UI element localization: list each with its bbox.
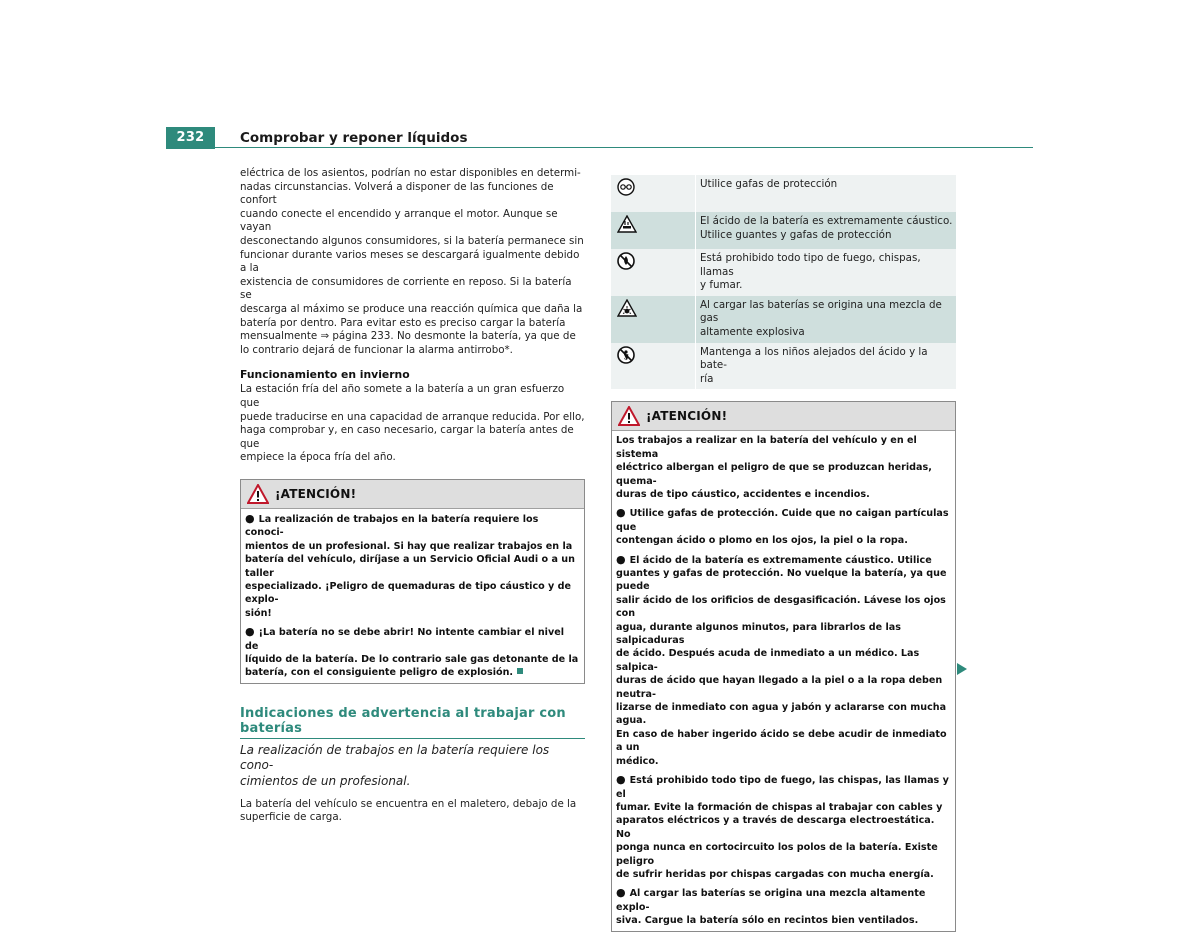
explosive-icon: [617, 299, 637, 317]
no-fire-icon: [617, 252, 635, 270]
symbol-text: Mantenga a los niños alejados del ácido y la bate- ría: [696, 343, 957, 390]
symbols-table: [611, 175, 956, 389]
warning-bullet: ● La realización de trabajos en la batería requiere los conoci- mientos de un profesional. Si hay que realizar trabajos en la batería del vehículo, diríjase a un Servicio Oficial Audi o a un taller especializado. ¡Peligro de quemaduras de tipo cáustico y de explo- sión!: [245, 511, 575, 619]
section-paragraph: La batería del vehículo se encuentra en el maletero, debajo de la superficie de carga.: [240, 797, 577, 824]
warning-title: ¡ATENCIÓN!: [646, 409, 728, 424]
end-of-section-marker: [517, 668, 523, 674]
winter-paragraph: La estación fría del año somete a la batería a un gran esfuerzo que puede traducirse en una capacidad de arranque reducida. Por ello, haga comprobar y, en caso necesario, cargar la batería antes de que empiece la época fría del año.: [240, 383, 585, 464]
warning-intro: Los trabajos a realizar en la batería del vehículo y en el sistema eléctrico albergan el peligro de que se produzcan heridas, quema- duras de tipo cáustico, accidentes e incendios.: [616, 435, 932, 500]
warning-header: [612, 402, 955, 431]
continue-arrow-icon: [957, 663, 967, 675]
symbol-row: [611, 343, 956, 390]
winter-heading: Funcionamiento en invierno: [240, 368, 410, 382]
warning-body: [612, 431, 955, 930]
symbol-row: [611, 212, 956, 249]
warning-box-right: [611, 401, 956, 931]
goggles-icon: [617, 178, 635, 196]
warning-body: [241, 509, 584, 683]
header-rule: [166, 147, 1033, 148]
symbol-text: Utilice gafas de protección: [696, 175, 957, 212]
warning-bullet: ● Utilice gafas de protección. Cuide que no caigan partículas que contengan ácido o plomo en los ojos, la piel o la ropa.: [616, 506, 949, 547]
section-title: Indicaciones de advertencia al trabajar con baterías: [240, 706, 585, 739]
warning-bullet: ● Está prohibido todo tipo de fuego, las chispas, las llamas y el fumar. Evite la formación de chispas al trabajar con cables y aparatos eléctricos y a través de descarga electroestática. No ponga nunca en cortocircuito los polos de la batería. Existe peligro de sufrir heridas por chispas cargadas con mucha energía.: [616, 773, 949, 880]
symbol-row: [611, 249, 956, 296]
warning-header: [241, 480, 584, 509]
warning-title: ¡ATENCIÓN!: [275, 486, 357, 501]
warning-bullet: ● ¡La batería no se debe abrir! No intente cambiar el nivel de líquido de la batería. De lo contrario sale gas detonante de la batería, con el consiguiente peligro de explosión.: [245, 625, 579, 679]
section-lead: La realización de trabajos en la batería requiere los cono- cimientos de un profesional.: [240, 742, 550, 788]
symbol-row: [611, 175, 956, 212]
symbol-text: Al cargar las baterías se origina una mezcla de gas altamente explosiva: [696, 296, 957, 343]
page-title: Comprobar y reponer líquidos: [240, 130, 468, 146]
symbol-row: [611, 296, 956, 343]
warning-triangle-icon: [618, 406, 640, 426]
caustic-icon: [617, 215, 637, 233]
page-number: 232: [166, 127, 215, 149]
right-column: [611, 175, 956, 932]
warning-bullet: ● El ácido de la batería es extremamente cáustico. Utilice guantes y gafas de protección. No vuelque la batería, ya que puede salir ácido de los orificios de desgasificación. Lávese los ojos con agua, durante algunos minutos, para librarlos de las salpicaduras de ácido. Después acuda de inmediato a un médico. Las salpica- duras de ácido que hayan llegado a la piel o a la ropa deben neutra- lizarse de inmediato con agua y jabón y aclararse con mucha agua. En caso de haber ingerido ácido se debe acudir de inmediato a un médico.: [616, 552, 947, 767]
keep-children-away-icon: [617, 346, 635, 364]
warning-bullet: ● Al cargar las baterías se origina una mezcla altamente explo- siva. Cargue la batería sólo en recintos bien ventilados.: [616, 886, 926, 927]
warning-triangle-icon: [247, 484, 269, 504]
intro-paragraph: eléctrica de los asientos, podrían no estar disponibles en determi- nadas circunstancias. Volverá a disponer de las funciones de confort cuando conecte el encendido y arranque el motor. Aunque se vayan desconectando algunos consumidores, si la batería permanece sin funcionar durante varios meses se descargará igualmente debido a la existencia de consumidores de corriente en reposo. Si la batería se descarga al máximo se produce una reacción química que daña la batería por dentro. Para evitar esto es preciso cargar la batería mensualmente ⇒ página 233. No desmonte la batería, ya que de lo contrario dejará de funcionar la alarma antirrobo*.: [240, 167, 584, 356]
warning-box-left: [240, 479, 585, 684]
left-column: [240, 167, 585, 825]
symbol-text: Está prohibido todo tipo de fuego, chispas, llamas y fumar.: [696, 249, 957, 296]
symbol-text: El ácido de la batería es extremamente cáustico. Utilice guantes y gafas de protección: [696, 212, 957, 249]
